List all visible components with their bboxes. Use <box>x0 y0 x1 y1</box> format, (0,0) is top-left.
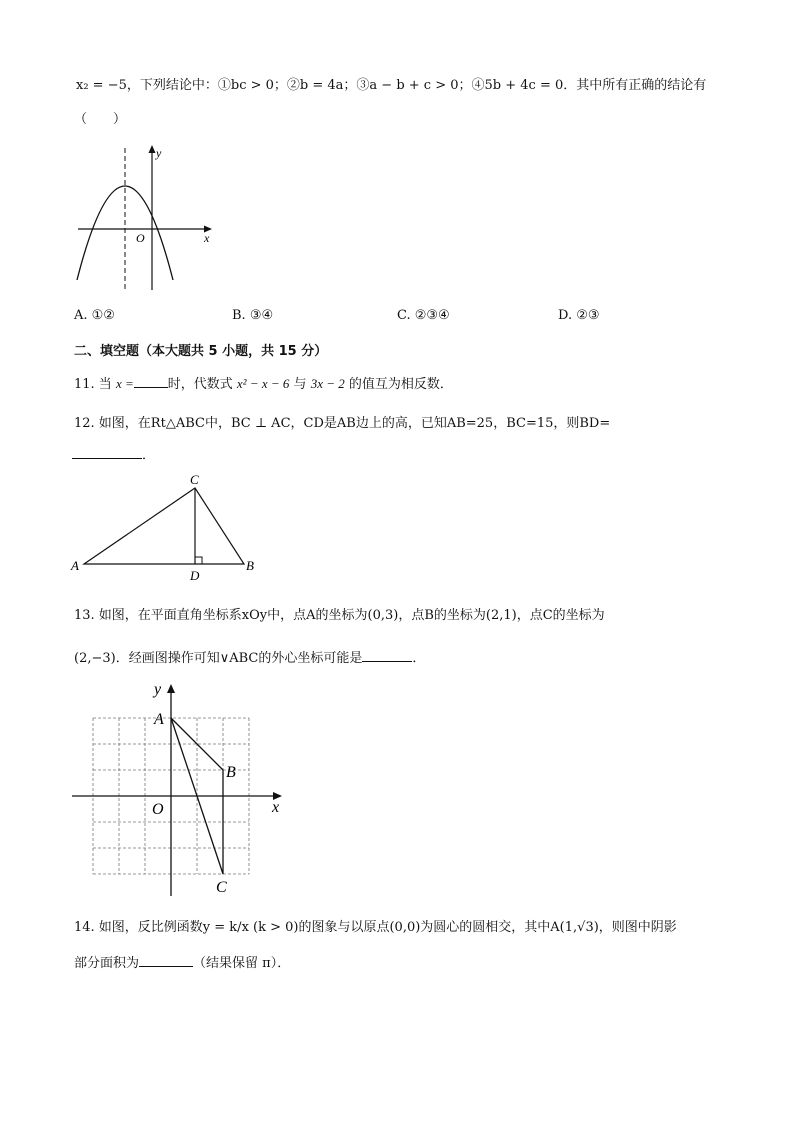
q12-end: ． <box>142 448 156 463</box>
q11-expression-1: x² − x − 6 <box>236 376 290 391</box>
q13-grid-figure <box>68 678 298 900</box>
q11-expression-2: 3x − 2 <box>310 376 345 391</box>
q11-part1: 11. 当 <box>74 377 112 392</box>
q10-option-c: C. ②③④ <box>397 308 450 323</box>
q10-y-arrow <box>149 145 156 153</box>
q10-option-a: A. ①② <box>74 308 115 323</box>
q10-y-label: y <box>156 146 162 160</box>
q12-triangle-abc <box>84 488 244 564</box>
q11-part3: 与 <box>293 377 307 392</box>
q13-answer-blank <box>362 661 412 662</box>
q13-line2-text: (2,−3)．经画图操作可知∨ABC的外心坐标可能是 <box>74 651 363 666</box>
q10-choice-2: ②b = 4a； <box>286 78 357 93</box>
q12-right-angle-mark <box>195 557 202 564</box>
q11-part2: 时，代数式 <box>167 377 233 392</box>
q11-part4: 的值互为相反数． <box>348 377 453 392</box>
q10-choice-1: ①bc > 0； <box>217 78 287 93</box>
q12-label-b: B <box>246 558 254 573</box>
q10-answer-paren: （ ） <box>74 112 127 127</box>
q12-text: 12. 如图，在Rt△ABC中，BC ⊥ AC，CD是AB边上的高，已知AB=25，BC=15，则BD= <box>74 416 611 431</box>
q11-variable: x = <box>115 376 134 391</box>
q10-parabola-figure <box>70 140 220 295</box>
q13-label-a: A <box>154 711 164 728</box>
q11-line <box>74 373 453 392</box>
q14-line2-start: 部分面积为 <box>74 956 140 971</box>
q13-text: 13. 如图，在平面直角坐标系xOy中，点A的坐标为(0,3)，点B的坐标为(2,1)，点C的坐标为 <box>74 608 605 623</box>
q13-label-o: O <box>152 801 164 818</box>
q13-end: ． <box>412 651 426 666</box>
q12-label-a: A <box>71 558 79 573</box>
q13-label-y: y <box>154 681 162 698</box>
q10-choice-4: ④5b + 4c = 0．其中所有正确的结论有 <box>471 78 707 93</box>
q14-answer-blank <box>139 966 193 967</box>
q13-label-c: C <box>216 879 227 896</box>
q12-label-d: D <box>190 568 200 583</box>
q10-lead: x₂ = −5，下列结论中： <box>76 78 218 93</box>
q10-option-b: B. ③④ <box>232 308 274 323</box>
q13-y-arrow <box>167 684 175 693</box>
section2-heading: 二、填空题（本大题共 5 小题，共 15 分） <box>74 344 328 359</box>
q12-label-c: C <box>190 472 199 487</box>
q12-answer-blank <box>72 458 142 459</box>
q10-x-label: x <box>204 231 210 245</box>
q14-text: 14. 如图，反比例函数y = k/x (k > 0)的图象与以原点(0,0)为圆心的圆相交，其中A(1,√3)，则图中阴影 <box>74 920 677 935</box>
q12-triangle-figure <box>68 470 268 585</box>
q11-answer-blank <box>134 387 168 388</box>
q10-choice-3: ③a − b + c > 0； <box>356 78 472 93</box>
q10-option-d: D. ②③ <box>558 308 600 323</box>
q10-text-line <box>76 74 706 93</box>
q12-answer-line <box>72 444 155 463</box>
q13-label-x: x <box>272 799 280 816</box>
q14-line2 <box>74 952 290 971</box>
q14-line2-end: （结果保留 π）． <box>193 956 291 971</box>
q13-label-b: B <box>226 764 236 781</box>
q10-origin-label: O <box>136 231 145 245</box>
q13-line2 <box>74 647 425 666</box>
